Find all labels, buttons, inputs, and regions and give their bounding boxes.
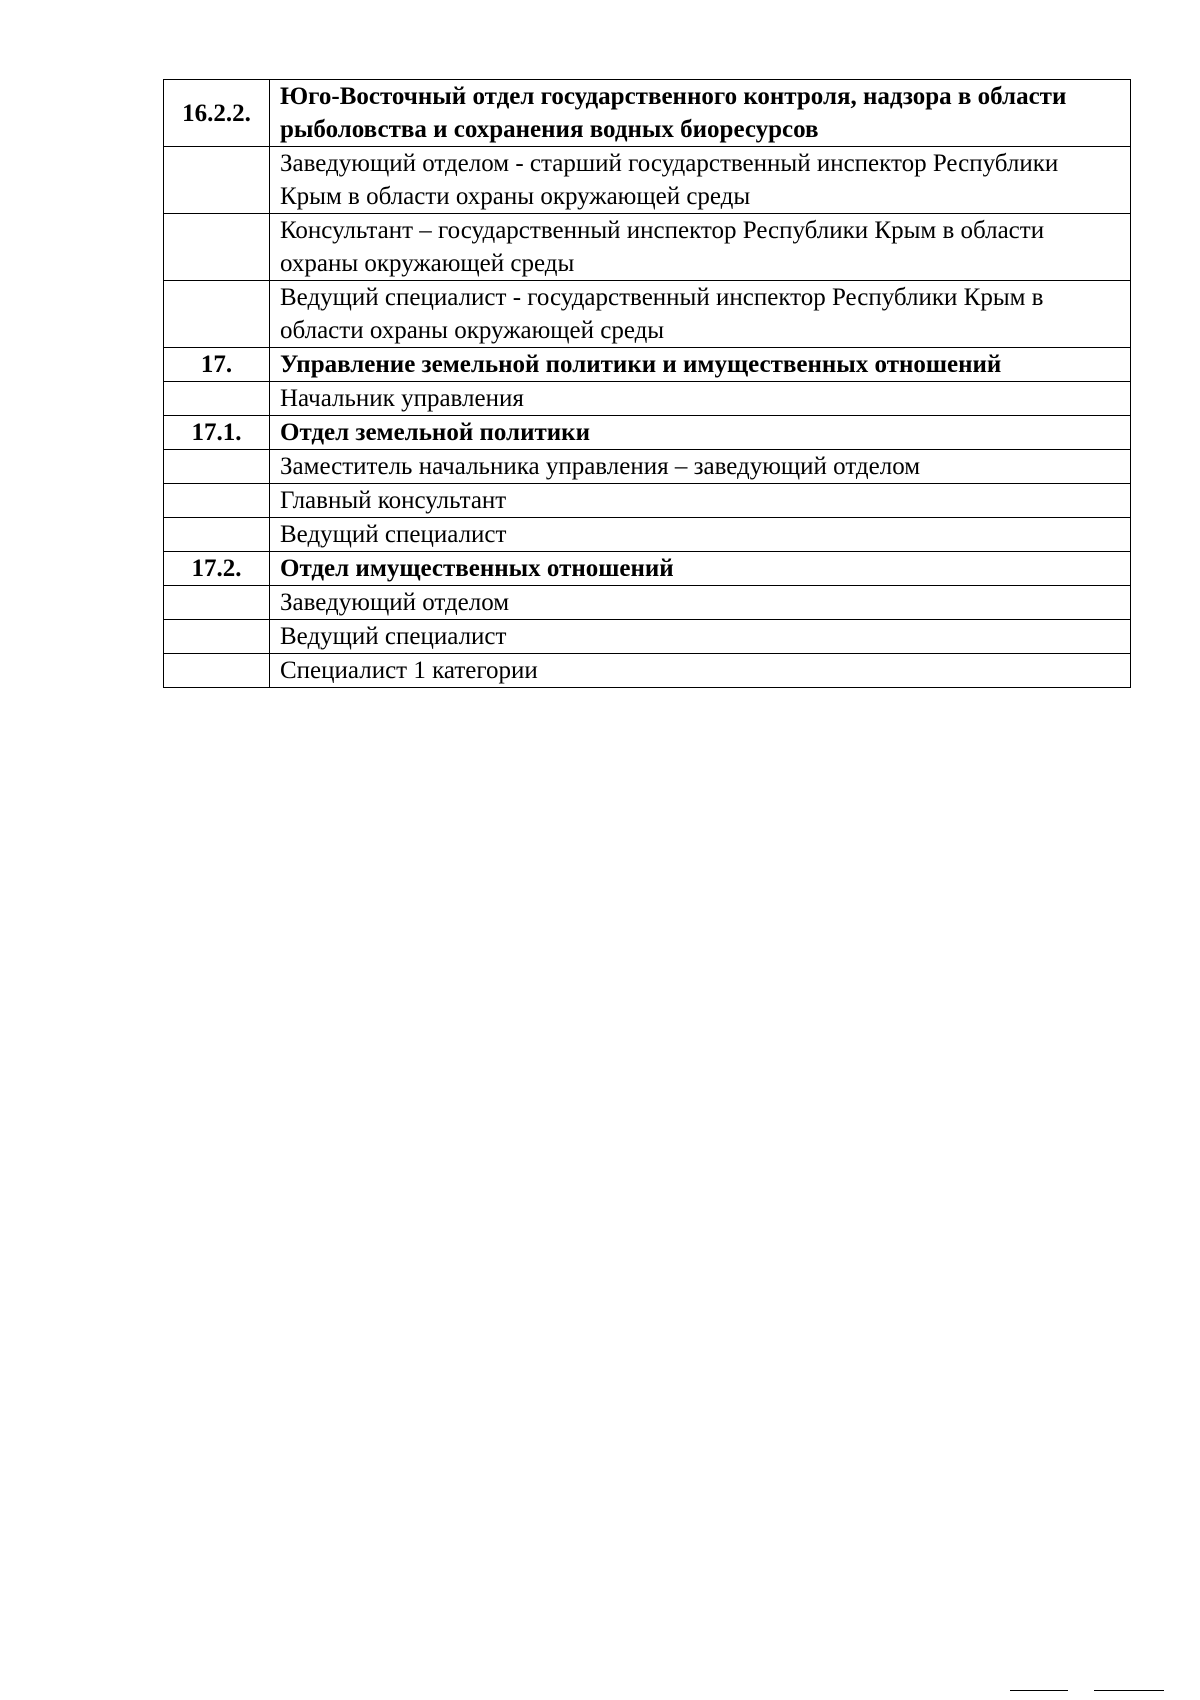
row-text: Ведущий специалист xyxy=(270,518,1131,552)
table-row xyxy=(164,80,1131,147)
row-text: Специалист 1 категории xyxy=(270,654,1131,688)
staff-table xyxy=(163,79,1131,688)
table-row xyxy=(164,382,1131,416)
footer-line-right xyxy=(1094,1690,1164,1691)
table-row xyxy=(164,484,1131,518)
row-number xyxy=(164,620,270,654)
table-row xyxy=(164,518,1131,552)
row-text: Ведущий специалист - государственный инспектор Республики Крым в области охраны окружающей среды xyxy=(270,281,1131,348)
row-number xyxy=(164,382,270,416)
table-row xyxy=(164,620,1131,654)
row-number xyxy=(164,147,270,214)
row-text: Главный консультант xyxy=(270,484,1131,518)
row-number xyxy=(164,214,270,281)
table-row xyxy=(164,450,1131,484)
row-text: Заместитель начальника управления – заведующий отделом xyxy=(270,450,1131,484)
row-number: 17.2. xyxy=(164,552,270,586)
table-row xyxy=(164,281,1131,348)
row-number: 16.2.2. xyxy=(164,80,270,147)
row-text: Заведующий отделом - старший государственный инспектор Республики Крым в области охраны окружающей среды xyxy=(270,147,1131,214)
footer-line-left xyxy=(1010,1690,1068,1691)
row-text: Юго-Восточный отдел государственного контроля, надзора в области рыболовства и сохранения водных биоресурсов xyxy=(270,80,1131,147)
row-text: Заведующий отделом xyxy=(270,586,1131,620)
table-row xyxy=(164,348,1131,382)
table-row xyxy=(164,147,1131,214)
row-text: Отдел имущественных отношений xyxy=(270,552,1131,586)
row-number: 17. xyxy=(164,348,270,382)
row-text: Начальник управления xyxy=(270,382,1131,416)
row-number xyxy=(164,586,270,620)
row-number: 17.1. xyxy=(164,416,270,450)
row-number xyxy=(164,484,270,518)
row-text: Отдел земельной политики xyxy=(270,416,1131,450)
table-row xyxy=(164,586,1131,620)
table-row xyxy=(164,214,1131,281)
table-row xyxy=(164,416,1131,450)
row-text: Консультант – государственный инспектор Республики Крым в области охраны окружающей среды xyxy=(270,214,1131,281)
table-row xyxy=(164,654,1131,688)
row-number xyxy=(164,281,270,348)
row-number xyxy=(164,450,270,484)
row-text: Ведущий специалист xyxy=(270,620,1131,654)
row-number xyxy=(164,654,270,688)
table-row xyxy=(164,552,1131,586)
row-text: Управление земельной политики и имущественных отношений xyxy=(270,348,1131,382)
row-number xyxy=(164,518,270,552)
